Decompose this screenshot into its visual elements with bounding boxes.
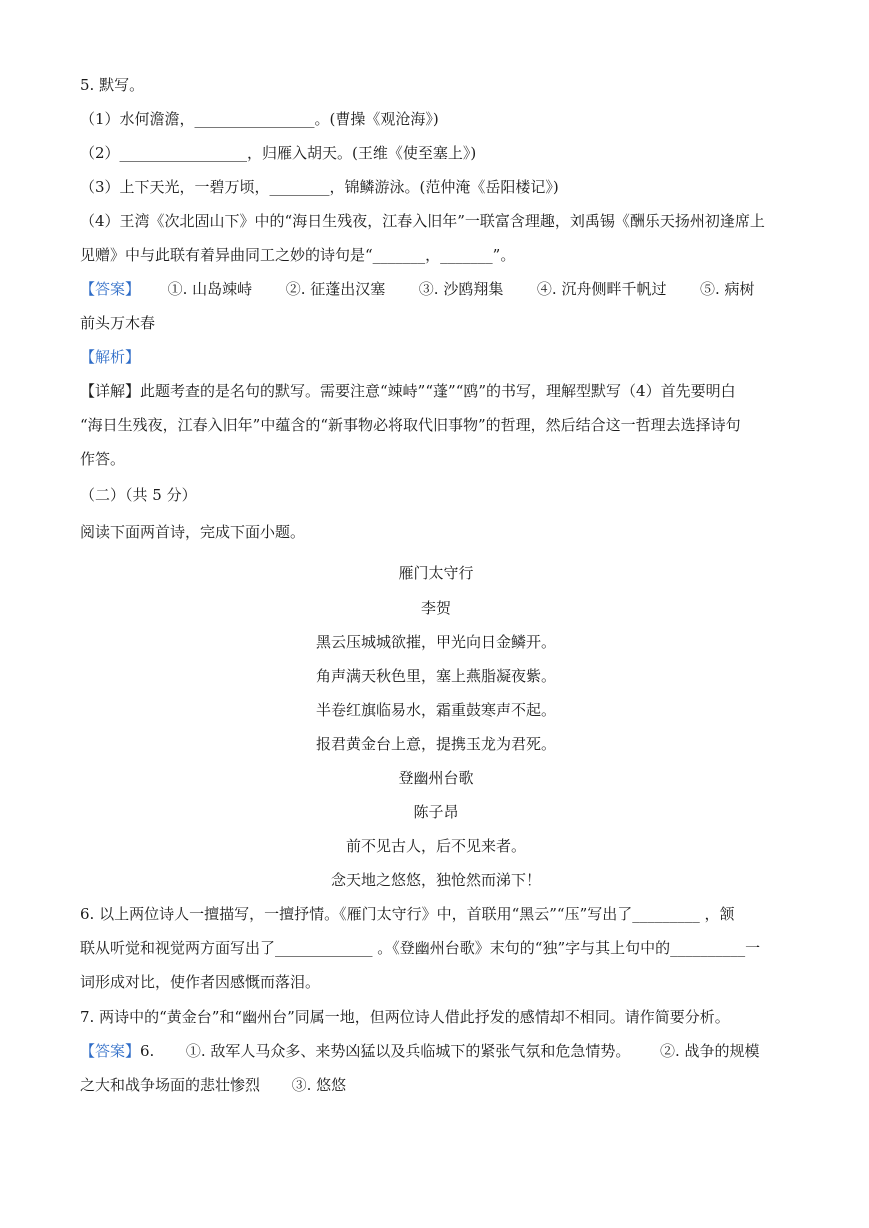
poem1-line-1: 黑云压城城欲摧，甲光向日金鳞开。 [315, 633, 556, 651]
answer2-number: 6. [140, 1042, 155, 1060]
q5-item-2: （2）_________________，归雁入胡天。(王维《使至塞上》) [80, 144, 477, 162]
answer-4: ④. 沉舟侧畔千帆过 [536, 280, 667, 298]
q6-line-1: 6. 以上两位诗人一擅描写，一擅抒情。《雁门太守行》中，首联用“黑云”“压”写出了_________ ，颔 [80, 905, 735, 923]
poem1-line-4: 报君黄金台上意，提携玉龙为君死。 [315, 735, 556, 753]
poem1-author: 李贺 [420, 599, 451, 617]
answer-tag: 【答案】 [80, 280, 141, 298]
analysis-tag: 【解析】 [80, 348, 141, 366]
section-intro: 阅读下面两首诗，完成下面小题。 [80, 523, 306, 541]
detail-tag: 【详解】 [80, 382, 141, 400]
q5-answer-line [80, 278, 792, 300]
answer2-item-3: ③. 悠悠 [291, 1076, 347, 1094]
detail-line-1 [80, 380, 792, 402]
poem1-line-3: 半卷红旗临易水，霜重鼓寒声不起。 [315, 701, 556, 719]
q7-line: 7. 两诗中的“黄金台”和“幽州台”同属一地，但两位诗人借此抒发的感情却不相同。请作简要分析。 [80, 1008, 730, 1026]
q5-item-4-line-2: 见赠》中与此联有着异曲同工之妙的诗句是“_______，_______”。 [80, 246, 516, 264]
answer2-line-1 [80, 1040, 792, 1062]
answer-1: ①. 山岛竦峙 [167, 280, 253, 298]
answer-3: ③. 沙鸥翔集 [418, 280, 504, 298]
q5-item-4-line-1: （4）王湾《次北固山下》中的“海日生残夜，江春入旧年”一联富含理趣，刘禹锡《酬乐天扬州初逢席上 [80, 212, 765, 230]
detail-line-2: “海日生残夜，江春入旧年”中蕴含的“新事物必将取代旧事物”的哲理，然后结合这一哲理去选择诗句 [80, 416, 741, 434]
detail-line-3: 作答。 [80, 450, 126, 468]
answer-5: ⑤. 病树 [700, 280, 755, 298]
poem1-line-2: 角声满天秋色里，塞上燕脂凝夜紫。 [315, 667, 556, 685]
q6-line-3: 词形成对比，使作者因感慨而落泪。 [80, 973, 321, 991]
answer2-tag: 【答案】 [80, 1042, 141, 1060]
answer-continuation: 前头万木春 [80, 314, 156, 332]
q5-item-3: （3）上下天光，一碧万顷，________，锦鳞游泳。(范仲淹《岳阳楼记》) [80, 178, 559, 196]
answer2-line-2 [80, 1074, 792, 1096]
poem2-title: 登幽州台歌 [398, 769, 474, 787]
poem1-title: 雁门太守行 [398, 564, 474, 582]
q5-item-1: （1）水何澹澹，________________。(曹操《观沧海》) [80, 110, 439, 128]
answer2-continuation: 之大和战争场面的悲壮惨烈 [80, 1076, 261, 1094]
answer2-item-2: ②. 战争的规模 [660, 1042, 760, 1060]
q5-title: 5. 默写。 [80, 76, 145, 94]
detail-text-1: 此题考查的是名句的默写。需要注意“竦峙”“蓬”“鸥”的书写，理解型默写（4）首先要明白 [140, 382, 736, 400]
answer-2: ②. 征蓬出汉塞 [285, 280, 386, 298]
poem2-author: 陈子昂 [413, 803, 459, 821]
q6-line-2: 联从听觉和视觉两方面写出了_____________ 。《登幽州台歌》末句的“独”字与其上句中的__________一 [80, 939, 761, 957]
poem2-line-2: 念天地之悠悠，独怆然而涕下！ [330, 871, 541, 889]
answer2-item-1: ①. 敌军人马众多、来势凶猛以及兵临城下的紧张气氛和危急情势。 [185, 1042, 631, 1060]
section-heading: （二）（共 5 分） [80, 486, 197, 504]
poem2-line-1: 前不见古人，后不见来者。 [345, 837, 526, 855]
